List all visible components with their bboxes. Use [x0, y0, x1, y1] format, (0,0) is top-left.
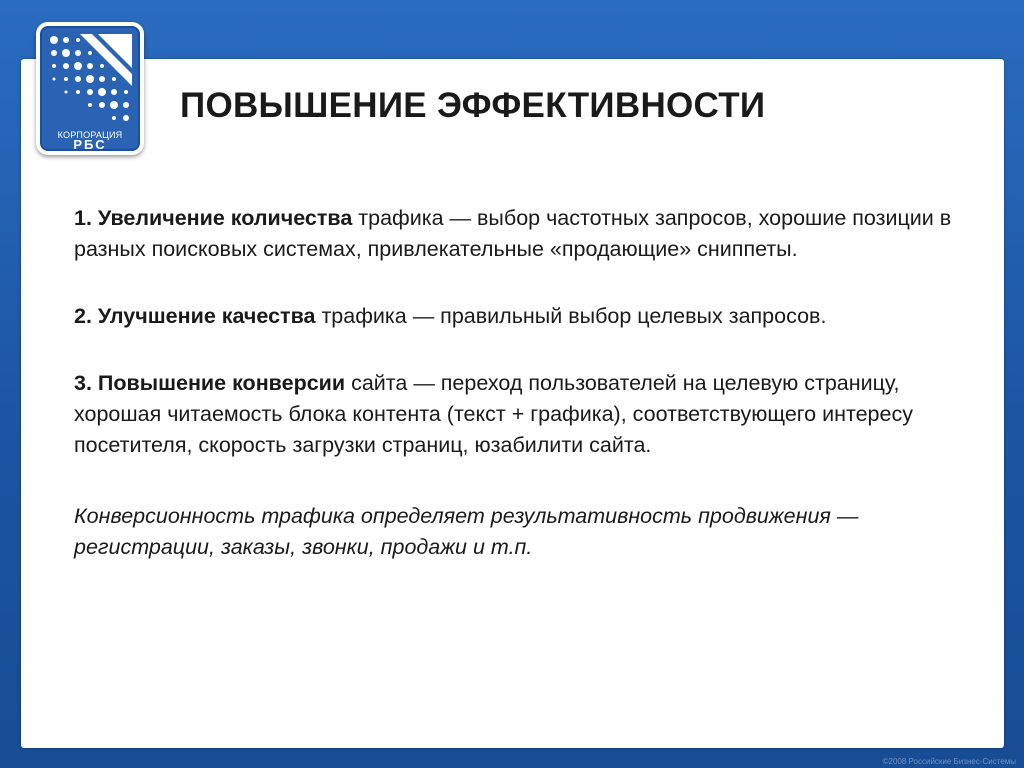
item-text: трафика — правильный выбор целевых запросов.: [315, 304, 827, 328]
copyright-note: ©2008 Российские Бизнес-Системы: [882, 757, 1016, 766]
item-heading: 1. Увеличение количества: [74, 206, 353, 230]
item-text: трафика — выбор частотных запросов, хорошие позиции в разных поисковых системах, привлекательные «продающие» сниппеты.: [74, 206, 952, 261]
item-heading: 2. Улучшение качества: [74, 304, 316, 328]
company-logo: [36, 22, 144, 155]
logo-wordmark: РБС: [73, 137, 107, 152]
conclusion-text: Конверсионность трафика определяет результативность продвижения — регистрации, заказы, звонки, продажи и т.п.: [74, 504, 859, 559]
list-item: [74, 203, 954, 265]
logo-caption: КОРПОРАЦИЯ: [57, 130, 123, 140]
list-item: [74, 368, 954, 461]
slide-content: [74, 203, 954, 563]
item-text: сайта — переход пользователей на целевую страницу, хорошая читаемость блока контента (текст + графика), соответствующего интересу посетителя, скорость загрузки страниц, юзабилити сайта.: [74, 371, 913, 457]
list-item: [74, 301, 954, 332]
slide-title: ПОВЫШЕНИЕ ЭФФЕКТИВНОСТИ: [180, 86, 766, 125]
item-heading: 3. Повышение конверсии: [74, 371, 346, 395]
